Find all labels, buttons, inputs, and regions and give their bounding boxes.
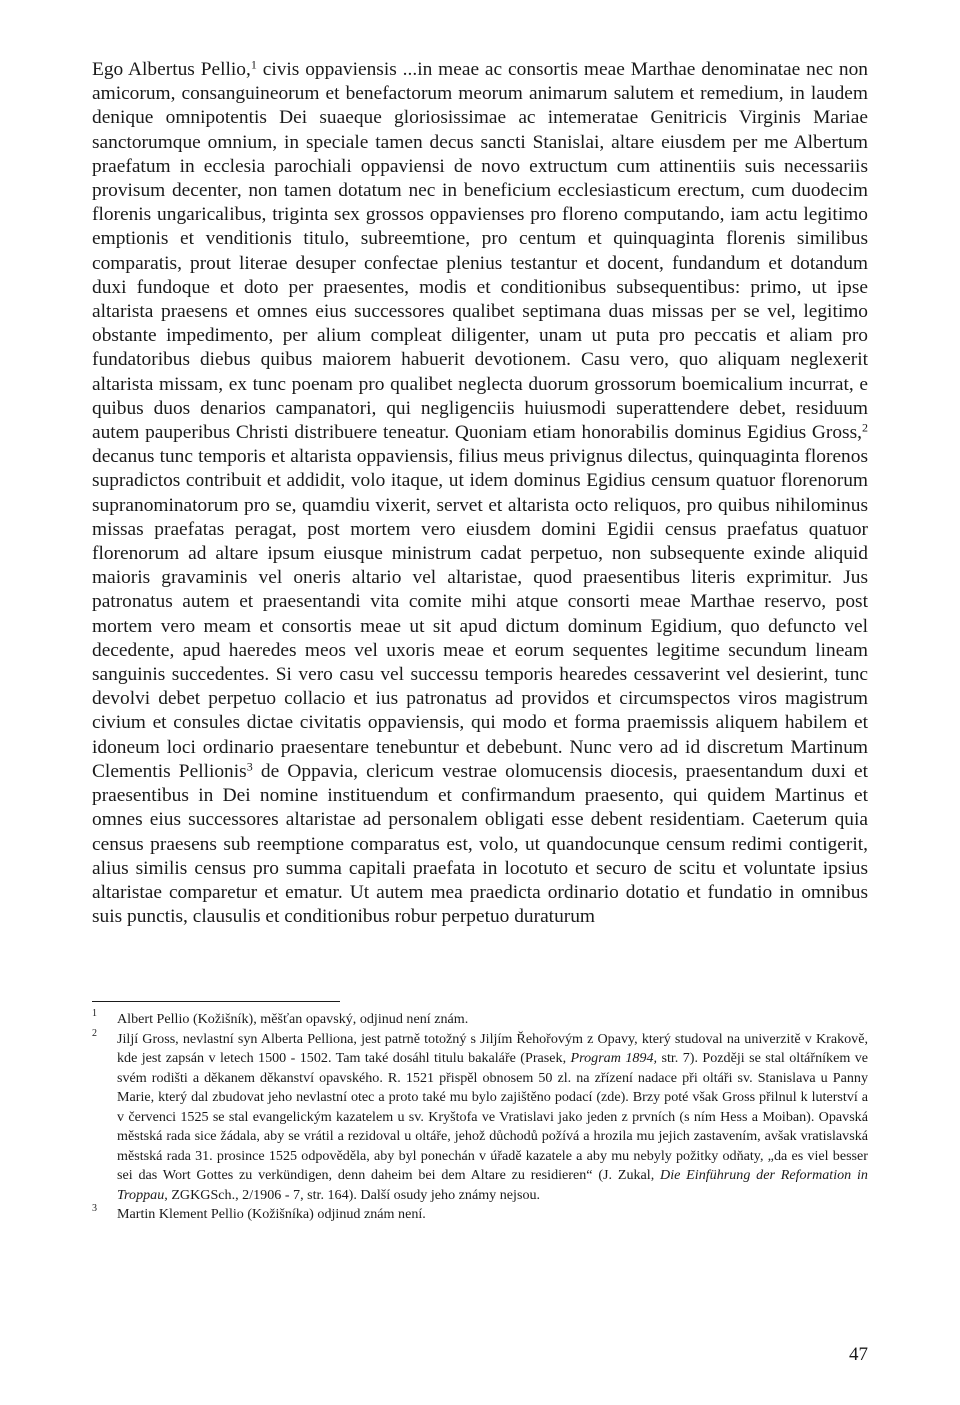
footnote-number: 1 [92, 1008, 97, 1019]
footnote-separator [92, 1001, 340, 1002]
footnote-ref-3: 3 [246, 759, 253, 774]
footnote-italic-title: Program 1894, [570, 1050, 658, 1066]
text-segment-1: Ego Albertus Pellio, [92, 59, 251, 80]
footnote-ref-2: 2 [861, 420, 868, 435]
footnote-1 [92, 1010, 868, 1030]
footnote-number: 2 [92, 1027, 97, 1039]
footnote-3 [92, 1205, 868, 1225]
text-segment-4: de Oppavia, clericum vestrae olomucensis diocesis, praesentandum duxi et praesentibus in Dei nomine instituendum et confirmandum praesento, qui quidem Martinus et omnes eius successores altaristae ad personalem obligati esse debent residentiam. Caeterum quia census praesens sub reemptione comparatus est, volo, ut quandocunque censum redimi contigerit, alius similis census pro summa capitali praefata in locotuto et securo de scitu et voluntate ipsius altaristae comparetur et ematur. Ut autem mea praedicta ordinario dotatio et fundatio in omnibus suis punctis, clausulis et conditionibus robur perpetuo duraturum [92, 760, 869, 928]
footnote-text-part: str. 7). Později se stal oltářníkem ve svém rodišti a děkanem děkanství opavského. R. 1521 přispěl obnosem 50 zl. na zřízení nadace při oltáři sv. Stanislava u Panny Marie, který dal zbudovat jeho nevlastní otec a proto také mu bylo zajištěno podací (zde). Brzy poté však Gross přilnul k luterství a v červenci 1525 se stal evangelickým kazatelem u sv. Kryštofa ve Vratislavi jako jeden z prvních (s ním Hess a Moiban). Opavská městská rada sice žádala, aby se vrátil a rezidoval u oltáře, jehož důchodů požívá a hrozila mu jejich zastavením, avšak vratislavská městská rada 31. prosince 1525 odpověděla, aby byl ponechán v úřadě kazatele a aby mu nebyly požitky odňaty, „da es viel besser sei das Wort Gottes zu verkündigen, denn daheim bei dem Altare zu residieren“ (J. Zukal, [117, 1050, 869, 1183]
footnote-number: 3 [92, 1203, 97, 1214]
footnote-text-part: , ZGKGSch., 2/1906 - 7, str. 164). Další osudy jeho známy nejsou. [164, 1186, 541, 1203]
footnote-text: Martin Klement Pellio (Kožišníka) odjinud znám není. [117, 1206, 426, 1222]
page-number: 47 [849, 1344, 868, 1365]
text-segment-3: decanus tunc temporis et altarista oppaviensis, filius meus privignus dilectus, quinquaginta florenos supradictos contribuit et addidit, volo itaque, ut idem dominus Egidius censum quatuor florenorum supranominatorum pro se, quamdiu vixerit, servet et altarista octo reliquos, pro quibus nihilominus missas praefatas peragat, post mortem vero eiusdem domini Egidii census praefatus quatuor florenorum ad altare ipsum eiusque ministrum cadat perpetuo, non subsequente exinde aliquid maioris gravaminis vel oneris altario vel altaristae, quod praesentibus literis exprimitur. Jus patronatus autem et praesentandi vita comite mihi atque consorti meae Marthae reservo, post mortem vero meam et consortis meae ut sit apud dictum dominum Egidium, quo defuncto vel decedente, apud haeredes meos vel uxoris meae et eorum sequentes legitime secundum lineam sanguinis succedentes. Si vero casu vel successu temporis hearedes cessaverint vel desierint, tunc devolvi debet perpetuo collacio et ius patronatus ad providos et circumspectos viros magistrum civium et consules dictae civitatis oppaviensis, qui modo et forma praemissis aliquem habilem et idoneum loci ordinario praesentare tenebuntur et debebunt. Nunc vero ad id discretum Martinum Clementis Pellionis [92, 446, 868, 782]
footnote-text-part: Jiljí Gross, nevlastní syn Alberta Pelliona, jest patrně totožný s Jiljím Řehořovým z Opavy, který studoval na univerzitě v Krakově, kde jest zapsán v letech 1500 - 1502. Tam také dosáhl titulu bakaláře (Prasek, [117, 1030, 868, 1066]
main-paragraph [92, 58, 868, 929]
main-text [92, 58, 868, 929]
footnote-text: Albert Pellio (Kožišník), měšťan opavský, odjinud není znám. [117, 1011, 469, 1027]
text-segment-2: civis oppaviensis ...in meae ac consortis meae Marthae denominatae nec non amicorum, consanguineorum et benefactorum meorum animarum salutem et remedium, in laudem denique omnipotentis Dei suaeque gloriosissimae ac intemeratae Genitricis Virginis Mariae sanctorumque omnium, in speciale tamen decus sancti Stanislai, altare eiusdem per me Albertum praefatum in ecclesia parochiali oppaviensi de novo extructum cum attinentiis suis necessariis provisum decenter, non tamen dotatum nec in beneficium ecclesiasticum erectum, cum duodecim florenis ungaricalibus, triginta sex grossos oppavienses pro floreno computando, iam actu legitimo emptionis et venditionis titulo, subreemtione, pro centum et quinquaginta florenis similibus comparatis, prout literae desuper confectae plenius testantur et docent, fundandum et dotandum duxi fundoque et doto per praesentes, modis et conditionibus subsequentibus: primo, ut ipse altarista praesens et omnes eius successores qualibet septimana duas missas per se vel, legitimo obstante impedimento, per alium compleat diligenter, unam ut puta pro peccatis et aliam pro fundatoribus diebus quibus maiorem habuerit devotionem. Casu vero, quo aliquam neglexerit altarista missam, ex tunc poenam pro qualibet neglecta duorum grossorum boemicalium incurrat, e quibus duos denarios campanatori, qui negligenciis huiusmodi superattendere debet, residuum autem pauperibus Christi distribuere teneatur. Quoniam etiam honorabilis dominus Egidius Gross, [92, 59, 869, 444]
footnote-ref-1: 1 [250, 57, 257, 72]
footnote-italic-title: Die Einführung der Reformation in Troppau [117, 1167, 868, 1203]
footnote-2 [92, 1027, 869, 1206]
footnotes [92, 1010, 868, 1225]
